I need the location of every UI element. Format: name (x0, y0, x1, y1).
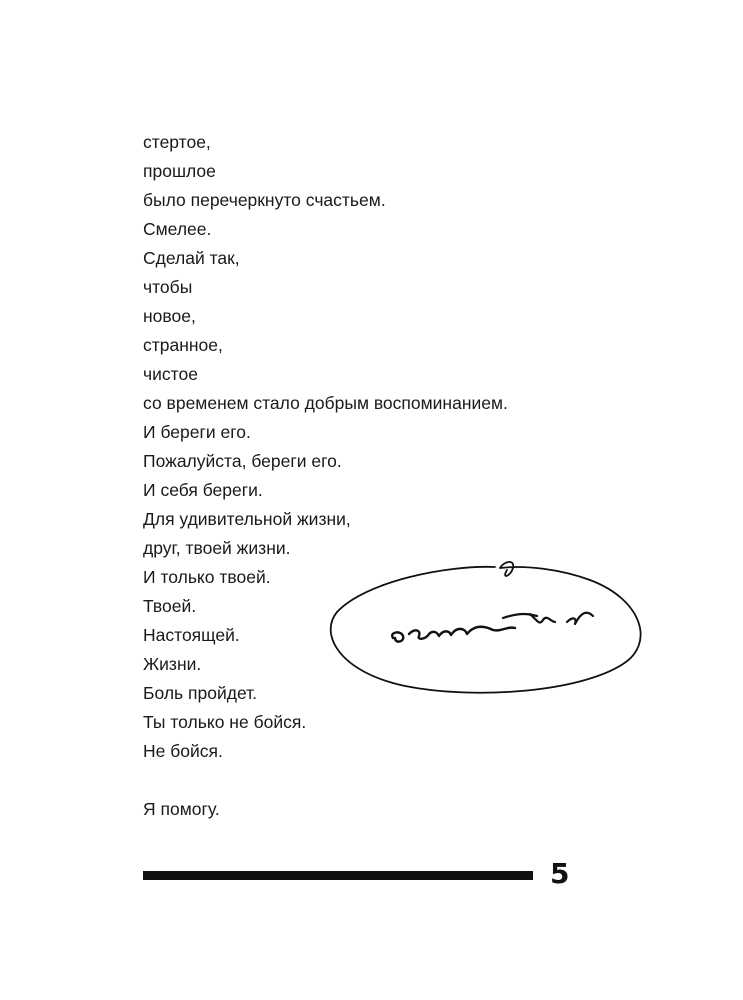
poem-line: странное, (143, 335, 223, 355)
poem-line: И себя береги. (143, 480, 263, 500)
poem-line: Твоей. (143, 596, 197, 616)
poem-line: Пожалуйста, береги его. (143, 451, 342, 471)
poem-line: стертое, (143, 132, 211, 152)
poem-line: Ты только не бойся. (143, 712, 307, 732)
page-number: 5 (550, 857, 570, 890)
poem-line: со временем стало добрым воспоминанием. (143, 393, 508, 413)
poem-line: Не бойся. (143, 741, 223, 761)
poem-line: чтобы (143, 277, 193, 297)
poem-line: Для удивительной жизни, (143, 509, 351, 529)
handwritten-signature-in-oval-icon (325, 560, 650, 700)
poem-line: прошлое (143, 161, 216, 181)
poem-line: друг, твоей жизни. (143, 538, 291, 558)
poem-line: И береги его. (143, 422, 251, 442)
poem-line: было перечеркнуто счастьем. (143, 190, 386, 210)
poem-line: новое, (143, 306, 196, 326)
poem-line: И только твоей. (143, 567, 271, 587)
closing-line: Я помогу. (143, 799, 220, 819)
footer-rule (143, 871, 533, 880)
poem-line: чистое (143, 364, 198, 384)
poem-line: Настоящей. (143, 625, 240, 645)
poem-line: Сделай так, (143, 248, 240, 268)
poem-line: Жизни. (143, 654, 202, 674)
poem-line: Боль пройдет. (143, 683, 258, 703)
poem-line: Смелее. (143, 219, 212, 239)
